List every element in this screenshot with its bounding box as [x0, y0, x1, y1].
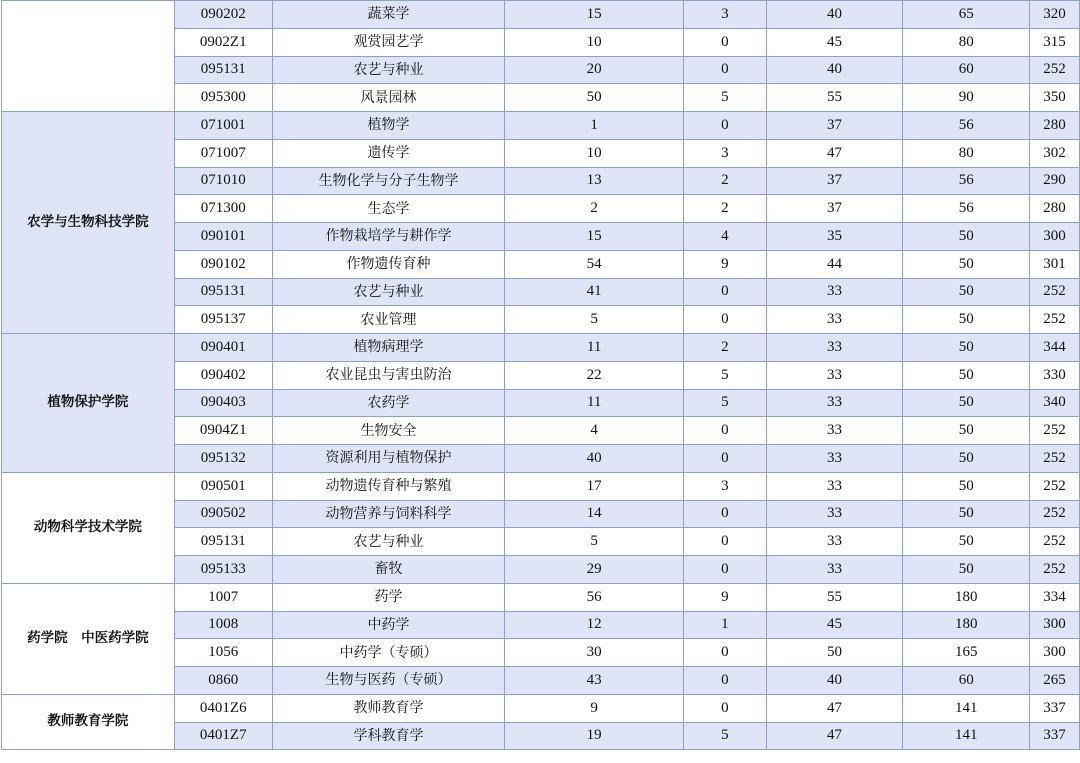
major-name: 资源利用与植物保护 — [272, 445, 505, 473]
col-2-value: 0 — [683, 500, 766, 528]
col-5-value: 280 — [1030, 112, 1080, 140]
col-2-value: 0 — [683, 112, 766, 140]
col-2-value: 0 — [683, 528, 766, 556]
col-1-value: 54 — [505, 250, 684, 278]
major-code: 071001 — [174, 112, 272, 140]
col-3-value: 40 — [766, 667, 903, 695]
major-code: 095300 — [174, 84, 272, 112]
col-5-value: 337 — [1030, 722, 1080, 750]
col-4-value: 50 — [903, 389, 1030, 417]
col-4-value: 50 — [903, 500, 1030, 528]
col-1-value: 30 — [505, 639, 684, 667]
col-4-value: 50 — [903, 223, 1030, 251]
col-3-value: 35 — [766, 223, 903, 251]
major-name: 风景园林 — [272, 84, 505, 112]
col-5-value: 280 — [1030, 195, 1080, 223]
col-3-value: 45 — [766, 28, 903, 56]
col-1-value: 15 — [505, 1, 684, 29]
col-2-value: 0 — [683, 417, 766, 445]
col-1-value: 50 — [505, 84, 684, 112]
col-4-value: 90 — [903, 84, 1030, 112]
col-5-value: 252 — [1030, 56, 1080, 84]
major-code: 095133 — [174, 556, 272, 584]
col-4-value: 60 — [903, 56, 1030, 84]
col-4-value: 65 — [903, 1, 1030, 29]
col-3-value: 33 — [766, 306, 903, 334]
col-1-value: 2 — [505, 195, 684, 223]
col-3-value: 37 — [766, 195, 903, 223]
col-1-value: 5 — [505, 306, 684, 334]
major-name: 教师教育学 — [272, 694, 505, 722]
col-5-value: 302 — [1030, 139, 1080, 167]
col-5-value: 344 — [1030, 334, 1080, 362]
col-2-value: 5 — [683, 361, 766, 389]
col-2-value: 0 — [683, 445, 766, 473]
major-code: 095131 — [174, 56, 272, 84]
col-3-value: 33 — [766, 445, 903, 473]
major-name: 作物栽培学与耕作学 — [272, 223, 505, 251]
col-2-value: 0 — [683, 306, 766, 334]
col-5-value: 290 — [1030, 167, 1080, 195]
col-2-value: 5 — [683, 722, 766, 750]
major-code: 0904Z1 — [174, 417, 272, 445]
col-4-value: 180 — [903, 583, 1030, 611]
col-2-value: 9 — [683, 583, 766, 611]
col-1-value: 29 — [505, 556, 684, 584]
table-row — [2, 694, 1080, 722]
col-2-value: 2 — [683, 167, 766, 195]
col-1-value: 43 — [505, 667, 684, 695]
col-2-value: 1 — [683, 611, 766, 639]
col-5-value: 301 — [1030, 250, 1080, 278]
col-1-value: 19 — [505, 722, 684, 750]
admission-table — [1, 0, 1080, 750]
major-name: 生物与医药（专硕） — [272, 667, 505, 695]
major-name: 生态学 — [272, 195, 505, 223]
col-5-value: 252 — [1030, 528, 1080, 556]
table-row — [2, 112, 1080, 140]
col-2-value: 2 — [683, 195, 766, 223]
col-5-value: 252 — [1030, 306, 1080, 334]
col-5-value: 340 — [1030, 389, 1080, 417]
col-5-value: 337 — [1030, 694, 1080, 722]
col-1-value: 22 — [505, 361, 684, 389]
major-name: 农艺与种业 — [272, 528, 505, 556]
col-5-value: 252 — [1030, 472, 1080, 500]
col-5-value: 300 — [1030, 611, 1080, 639]
major-name: 农艺与种业 — [272, 56, 505, 84]
col-1-value: 10 — [505, 139, 684, 167]
col-3-value: 37 — [766, 167, 903, 195]
col-5-value: 252 — [1030, 500, 1080, 528]
major-name: 动物营养与饲料科学 — [272, 500, 505, 528]
col-4-value: 56 — [903, 112, 1030, 140]
col-2-value: 0 — [683, 28, 766, 56]
major-name: 植物病理学 — [272, 334, 505, 362]
major-code: 090101 — [174, 223, 272, 251]
major-code: 071010 — [174, 167, 272, 195]
college-name: 农学与生物科技学院 — [2, 112, 175, 334]
col-3-value: 33 — [766, 500, 903, 528]
major-name: 生物安全 — [272, 417, 505, 445]
col-2-value: 5 — [683, 389, 766, 417]
col-5-value: 300 — [1030, 639, 1080, 667]
col-4-value: 141 — [903, 722, 1030, 750]
table-row — [2, 472, 1080, 500]
col-1-value: 12 — [505, 611, 684, 639]
col-2-value: 9 — [683, 250, 766, 278]
college-name: 药学院 中医药学院 — [2, 583, 175, 694]
col-4-value: 50 — [903, 361, 1030, 389]
col-2-value: 0 — [683, 556, 766, 584]
major-code: 090501 — [174, 472, 272, 500]
major-name: 药学 — [272, 583, 505, 611]
major-code: 095131 — [174, 528, 272, 556]
major-name: 中药学 — [272, 611, 505, 639]
col-1-value: 11 — [505, 334, 684, 362]
major-code: 090102 — [174, 250, 272, 278]
table-body — [2, 1, 1080, 750]
major-name: 生物化学与分子生物学 — [272, 167, 505, 195]
col-2-value: 2 — [683, 334, 766, 362]
major-name: 中药学（专硕） — [272, 639, 505, 667]
col-5-value: 315 — [1030, 28, 1080, 56]
col-4-value: 180 — [903, 611, 1030, 639]
col-1-value: 5 — [505, 528, 684, 556]
major-code: 1056 — [174, 639, 272, 667]
col-4-value: 50 — [903, 306, 1030, 334]
major-name: 农业昆虫与害虫防治 — [272, 361, 505, 389]
college-name: 动物科学技术学院 — [2, 472, 175, 583]
col-1-value: 15 — [505, 223, 684, 251]
col-1-value: 20 — [505, 56, 684, 84]
major-code: 095137 — [174, 306, 272, 334]
col-2-value: 0 — [683, 56, 766, 84]
col-3-value: 47 — [766, 722, 903, 750]
col-5-value: 334 — [1030, 583, 1080, 611]
major-code: 090502 — [174, 500, 272, 528]
col-4-value: 80 — [903, 139, 1030, 167]
col-1-value: 41 — [505, 278, 684, 306]
major-code: 090402 — [174, 361, 272, 389]
major-name: 农艺与种业 — [272, 278, 505, 306]
col-3-value: 33 — [766, 472, 903, 500]
col-2-value: 5 — [683, 84, 766, 112]
col-3-value: 33 — [766, 417, 903, 445]
col-1-value: 13 — [505, 167, 684, 195]
col-1-value: 40 — [505, 445, 684, 473]
col-3-value: 33 — [766, 334, 903, 362]
col-2-value: 3 — [683, 472, 766, 500]
col-1-value: 14 — [505, 500, 684, 528]
major-code: 090202 — [174, 1, 272, 29]
col-1-value: 4 — [505, 417, 684, 445]
col-5-value: 300 — [1030, 223, 1080, 251]
major-name: 农业管理 — [272, 306, 505, 334]
col-3-value: 37 — [766, 112, 903, 140]
col-3-value: 47 — [766, 139, 903, 167]
col-3-value: 33 — [766, 528, 903, 556]
col-3-value: 47 — [766, 694, 903, 722]
col-3-value: 33 — [766, 556, 903, 584]
col-5-value: 252 — [1030, 445, 1080, 473]
col-2-value: 0 — [683, 667, 766, 695]
major-code: 0860 — [174, 667, 272, 695]
col-1-value: 17 — [505, 472, 684, 500]
col-3-value: 33 — [766, 389, 903, 417]
col-4-value: 165 — [903, 639, 1030, 667]
col-5-value: 252 — [1030, 417, 1080, 445]
major-code: 095132 — [174, 445, 272, 473]
col-4-value: 60 — [903, 667, 1030, 695]
col-4-value: 50 — [903, 334, 1030, 362]
col-5-value: 320 — [1030, 1, 1080, 29]
major-name: 动物遗传育种与繁殖 — [272, 472, 505, 500]
major-name: 蔬菜学 — [272, 1, 505, 29]
col-1-value: 10 — [505, 28, 684, 56]
col-4-value: 50 — [903, 417, 1030, 445]
major-code: 0401Z6 — [174, 694, 272, 722]
col-2-value: 3 — [683, 1, 766, 29]
col-4-value: 56 — [903, 167, 1030, 195]
col-4-value: 80 — [903, 28, 1030, 56]
major-code: 1008 — [174, 611, 272, 639]
major-code: 095131 — [174, 278, 272, 306]
col-1-value: 9 — [505, 694, 684, 722]
table-row — [2, 583, 1080, 611]
major-name: 植物学 — [272, 112, 505, 140]
college-name: 教师教育学院 — [2, 694, 175, 750]
major-name: 遗传学 — [272, 139, 505, 167]
table-row — [2, 1, 1080, 29]
col-3-value: 45 — [766, 611, 903, 639]
col-3-value: 33 — [766, 278, 903, 306]
col-4-value: 56 — [903, 195, 1030, 223]
col-1-value: 1 — [505, 112, 684, 140]
col-1-value: 56 — [505, 583, 684, 611]
major-name: 农药学 — [272, 389, 505, 417]
col-3-value: 55 — [766, 583, 903, 611]
col-2-value: 4 — [683, 223, 766, 251]
col-4-value: 50 — [903, 445, 1030, 473]
college-name: 植物保护学院 — [2, 334, 175, 473]
col-3-value: 55 — [766, 84, 903, 112]
major-code: 071300 — [174, 195, 272, 223]
major-code: 090403 — [174, 389, 272, 417]
col-2-value: 0 — [683, 694, 766, 722]
major-code: 0902Z1 — [174, 28, 272, 56]
col-4-value: 50 — [903, 556, 1030, 584]
major-code: 1007 — [174, 583, 272, 611]
col-3-value: 44 — [766, 250, 903, 278]
col-2-value: 0 — [683, 278, 766, 306]
col-3-value: 33 — [766, 361, 903, 389]
major-code: 071007 — [174, 139, 272, 167]
col-5-value: 330 — [1030, 361, 1080, 389]
table-row — [2, 334, 1080, 362]
col-2-value: 0 — [683, 639, 766, 667]
col-3-value: 40 — [766, 1, 903, 29]
college-name — [2, 1, 175, 112]
major-code: 0401Z7 — [174, 722, 272, 750]
col-3-value: 50 — [766, 639, 903, 667]
col-3-value: 40 — [766, 56, 903, 84]
major-name: 畜牧 — [272, 556, 505, 584]
col-5-value: 252 — [1030, 278, 1080, 306]
major-name: 观赏园艺学 — [272, 28, 505, 56]
col-4-value: 50 — [903, 528, 1030, 556]
col-4-value: 141 — [903, 694, 1030, 722]
col-2-value: 3 — [683, 139, 766, 167]
col-5-value: 350 — [1030, 84, 1080, 112]
major-name: 作物遗传育种 — [272, 250, 505, 278]
col-4-value: 50 — [903, 278, 1030, 306]
col-5-value: 265 — [1030, 667, 1080, 695]
col-5-value: 252 — [1030, 556, 1080, 584]
major-name: 学科教育学 — [272, 722, 505, 750]
col-4-value: 50 — [903, 250, 1030, 278]
col-4-value: 50 — [903, 472, 1030, 500]
major-code: 090401 — [174, 334, 272, 362]
col-1-value: 11 — [505, 389, 684, 417]
